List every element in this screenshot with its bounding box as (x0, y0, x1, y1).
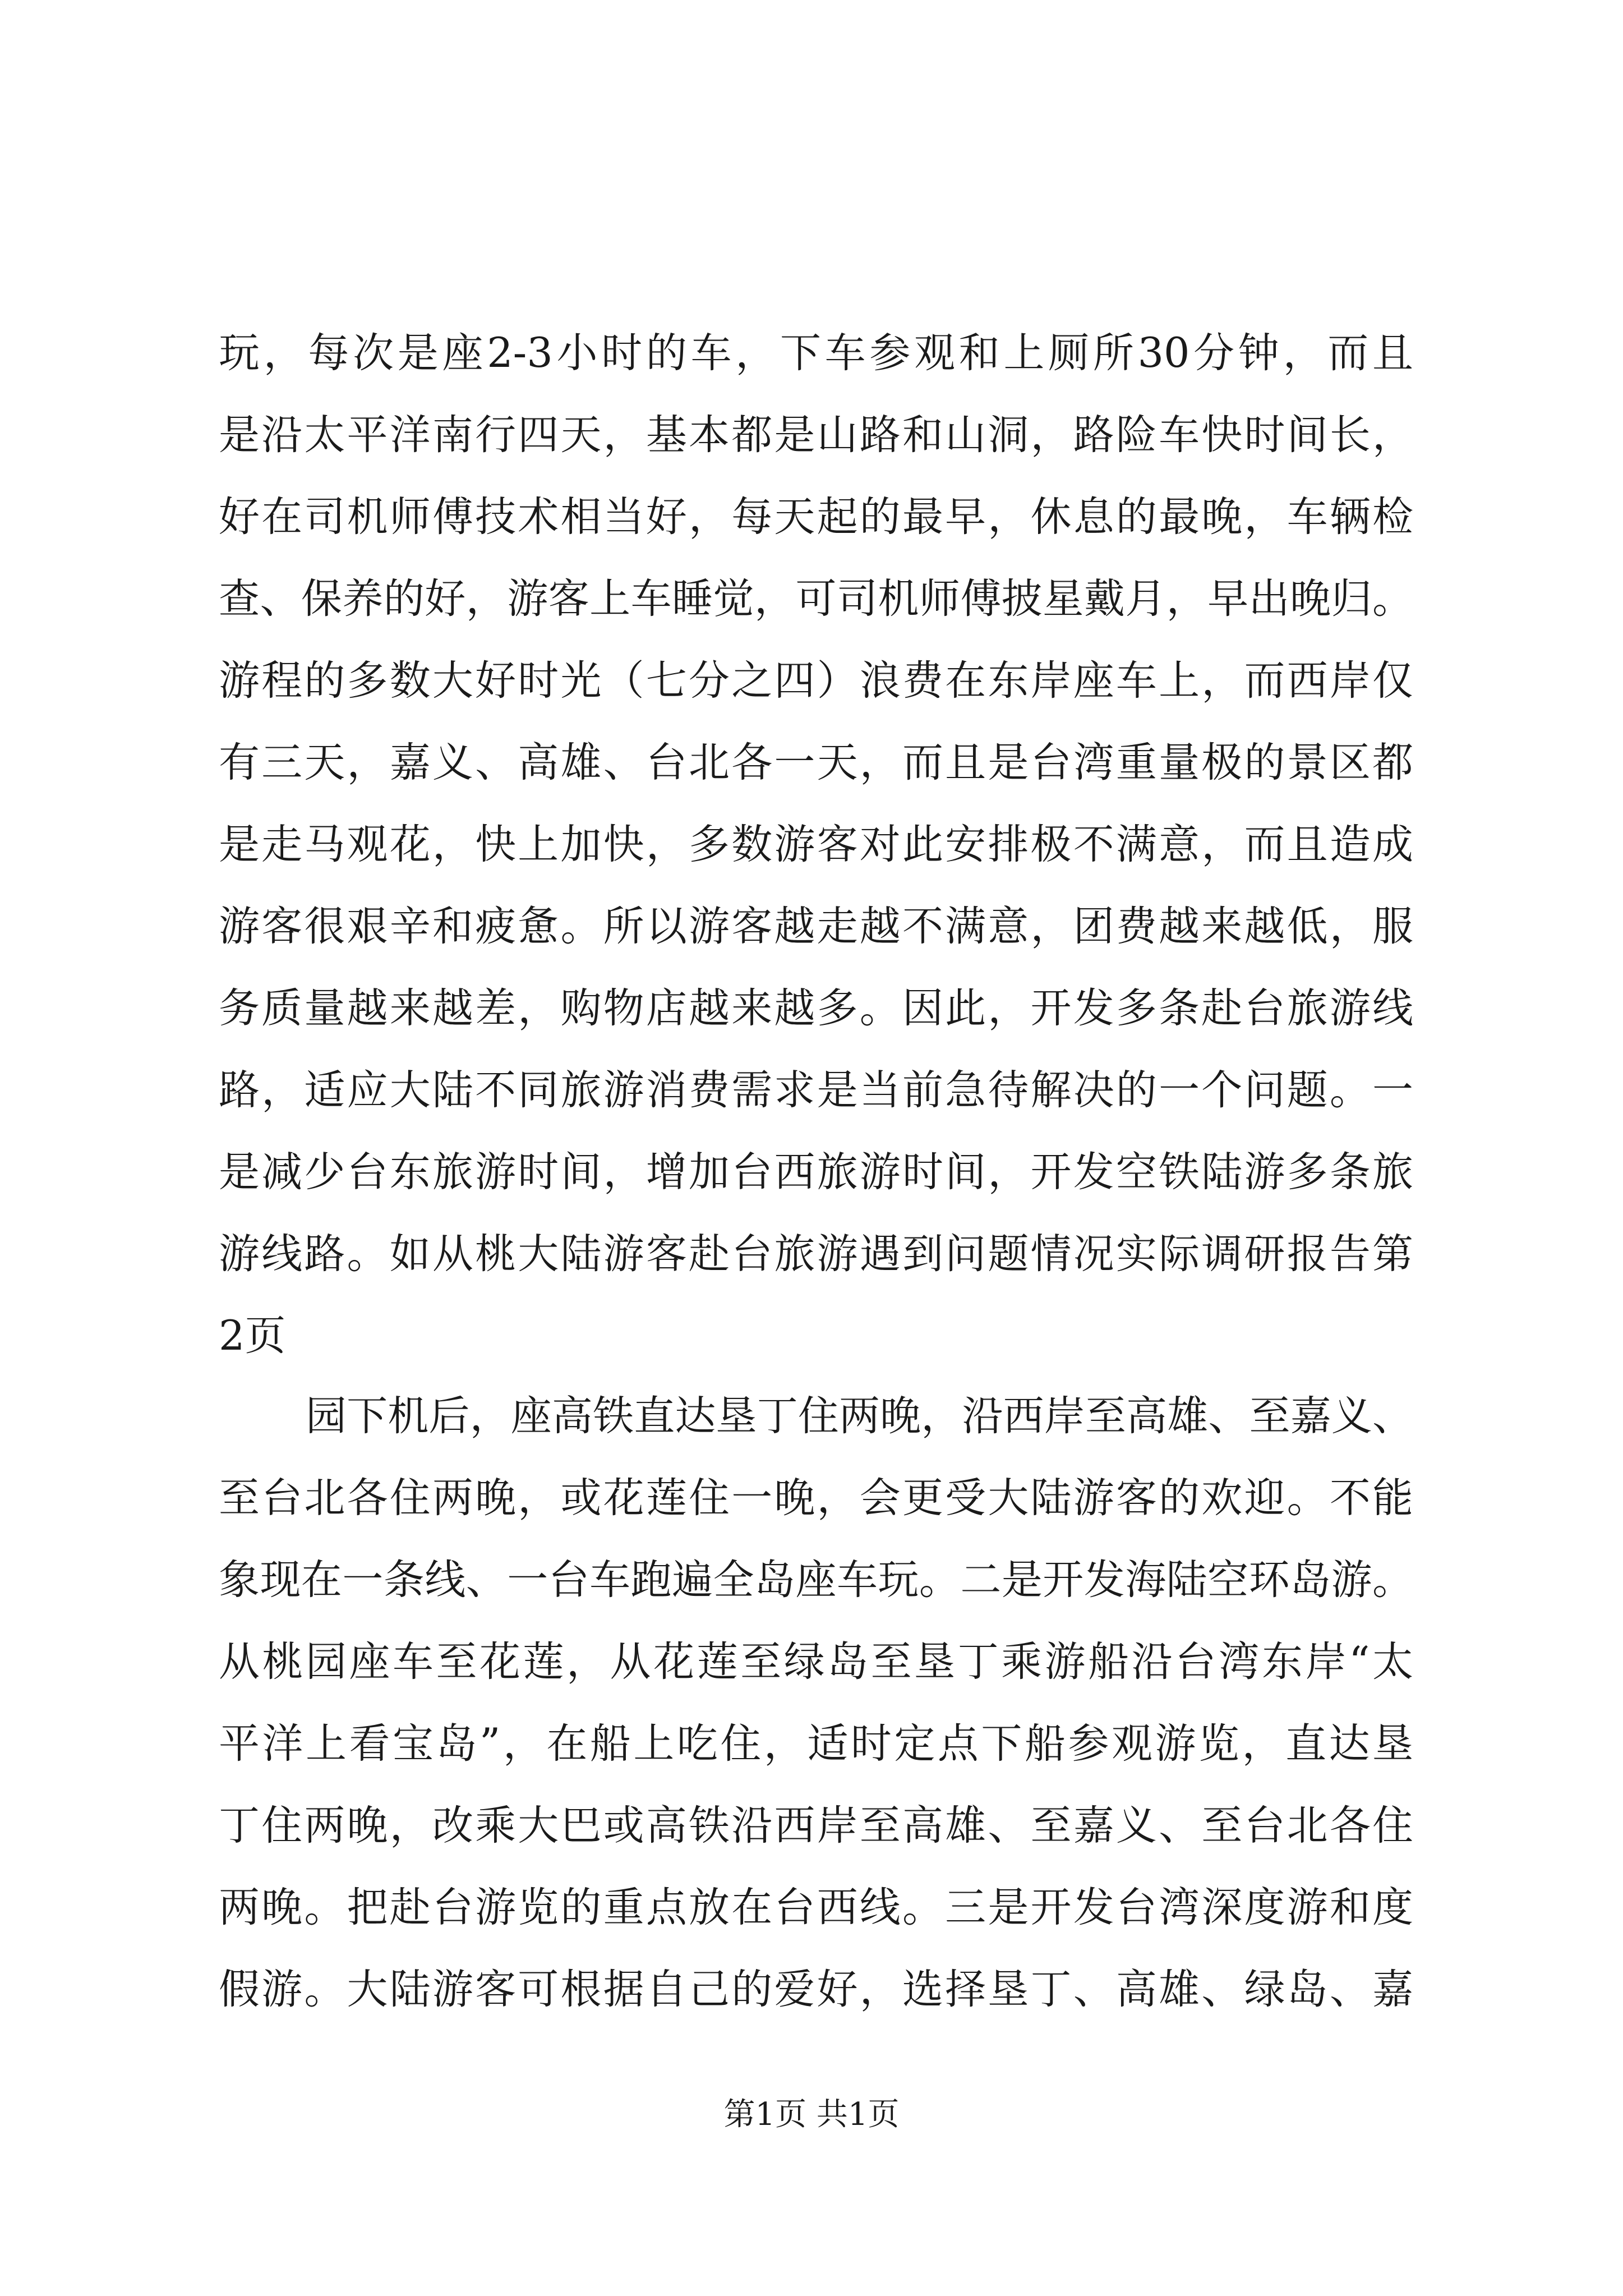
text-line: 有三天，嘉义、高雄、台北各一天，而且是台湾重量极的景区都 (219, 739, 1413, 786)
page-footer: 第1页 共1页 (723, 2096, 900, 2133)
text-line: 是沿太平洋南行四天，基本都是山路和山洞，路险车快时间长， (219, 411, 1413, 459)
text-line: 游线路。如从桃大陆游客赴台旅游遇到问题情况实际调研报告第 (219, 1230, 1413, 1278)
text-line: 假游。大陆游客可根据自己的爱好，选择垦丁、高雄、绿岛、嘉 (219, 1966, 1413, 2013)
text-line: 路，适应大陆不同旅游消费需求是当前急待解决的一个问题。一 (219, 1066, 1413, 1114)
text-line: 2页 (219, 1312, 286, 1360)
text-line: 园下机后，座高铁直达垦丁住两晚，沿西岸至高雄、至嘉义、 (306, 1392, 1413, 1440)
text-line: 好在司机师傅技术相当好，每天起的最早，休息的最晚，车辆检 (219, 493, 1413, 541)
text-line: 象现在一条线、一台车跑遍全岛座车玩。二是开发海陆空环岛游。 (219, 1556, 1413, 1604)
text-line: 游客很艰辛和疲惫。所以游客越走越不满意，团费越来越低，服 (219, 903, 1413, 950)
text-line: 是走马观花，快上加快，多数游客对此安排极不满意，而且造成 (219, 821, 1413, 868)
text-line: 是减少台东旅游时间，增加台西旅游时间，开发空铁陆游多条旅 (219, 1148, 1413, 1196)
text-line: 务质量越来越差，购物店越来越多。因此，开发多条赴台旅游线 (219, 984, 1413, 1032)
text-line: 平洋上看宝岛”，在船上吃住，适时定点下船参观游览，直达垦 (219, 1720, 1413, 1768)
text-line: 游程的多数大好时光（七分之四）浪费在东岸座车上，而西岸仅 (219, 657, 1413, 705)
text-line: 查、保养的好，游客上车睡觉，可司机师傅披星戴月，早出晚归。 (219, 575, 1413, 623)
text-line: 从桃园座车至花莲，从花莲至绿岛至垦丁乘游船沿台湾东岸“太 (219, 1638, 1413, 1686)
text-line: 至台北各住两晚，或花莲住一晚，会更受大陆游客的欢迎。不能 (219, 1474, 1413, 1522)
text-line: 两晚。把赴台游览的重点放在台西线。三是开发台湾深度游和度 (219, 1884, 1413, 1931)
text-line: 玩，每次是座2-3小时的车，下车参观和上厕所30分钟，而且 (219, 329, 1413, 377)
text-line: 丁住两晚，改乘大巴或高铁沿西岸至高雄、至嘉义、至台北各住 (219, 1802, 1413, 1849)
